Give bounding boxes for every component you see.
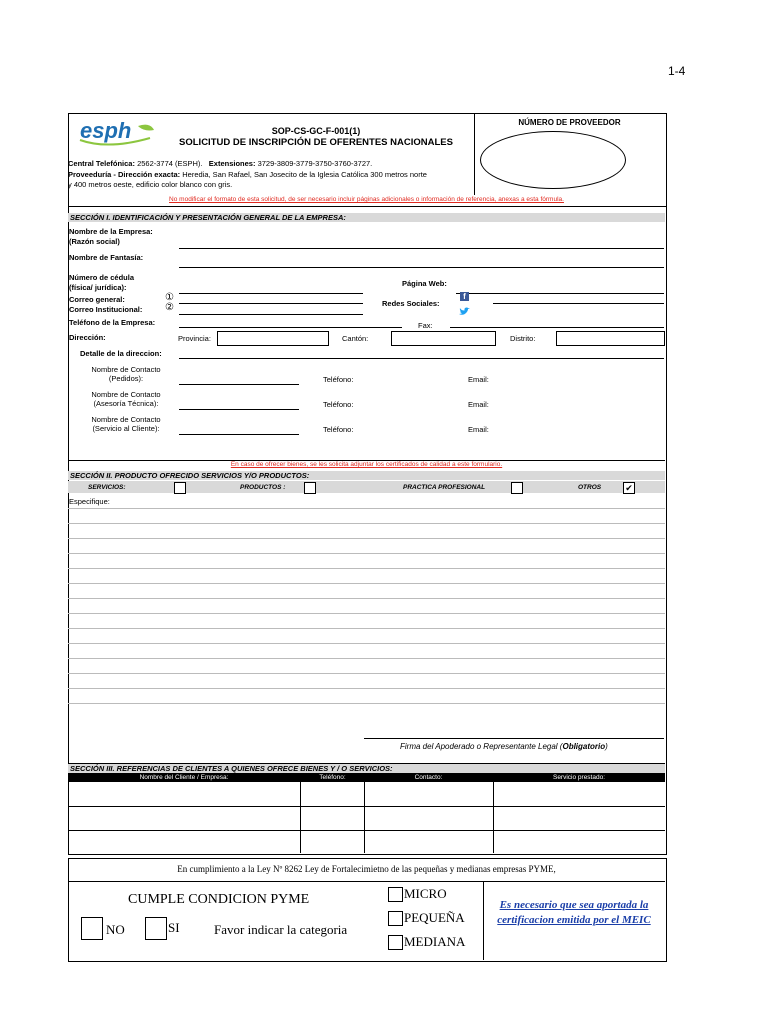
province-input[interactable] (217, 331, 329, 346)
district-input[interactable] (556, 331, 665, 346)
fantasy-name-line[interactable] (179, 267, 664, 268)
company-name-label-2: (Razón social) (69, 237, 120, 246)
phone-line[interactable] (179, 327, 402, 328)
id-number-line[interactable] (179, 293, 363, 294)
products-checkbox[interactable] (304, 482, 316, 494)
provider-number-oval[interactable] (480, 131, 626, 189)
ref-col-service: Servicio prestado: (552, 774, 606, 781)
id-number-label-2: (física/ jurídica): (69, 283, 127, 292)
pyme-no-label: NO (106, 922, 125, 937)
address-label: Dirección: (69, 333, 106, 342)
contact-address: Proveeduría - Dirección exacta: Heredia, San Rafael, San Josecito de la Iglesia Católica 300 metros norte (68, 170, 427, 179)
provider-number-label: NÚMERO DE PROVEEDOR (518, 118, 621, 127)
ref-col-phone: Teléfono: (319, 774, 346, 781)
pyme-category-label: Favor indicar la categoria (214, 922, 348, 937)
others-checkbox[interactable]: ✔ (623, 482, 635, 494)
circle-2-icon: ② (165, 302, 174, 313)
pyme-title: CUMPLE CONDICION PYME (128, 892, 310, 907)
doc-code: SOP-CS-GC-F-001(1) (271, 126, 361, 136)
canton-label: Cantón: (342, 334, 369, 343)
web-page-line[interactable] (456, 293, 664, 294)
contact-2-label: Nombre de Contacto (Asesoría Técnica): (91, 390, 161, 408)
contact-2-phone-label: Teléfono: (323, 400, 354, 409)
twitter-icon (459, 303, 470, 321)
mediana-checkbox[interactable] (388, 935, 403, 950)
services-label: SERVICIOS: (88, 484, 126, 491)
page-number: 1-4 (668, 64, 686, 78)
fax-label: Fax: (418, 321, 433, 330)
province-label: Provincia: (178, 334, 211, 343)
services-checkbox[interactable] (174, 482, 186, 494)
pequena-checkbox[interactable] (388, 911, 403, 926)
contact-1-label: Nombre de Contacto (Pedidos): (91, 365, 161, 383)
company-name-line[interactable] (179, 248, 664, 249)
ref-col-contact: Contacto: (414, 774, 443, 781)
others-label: OTROS (578, 484, 602, 491)
contact-1-email-label: Email: (468, 375, 489, 384)
pequena-label: PEQUEÑA (404, 910, 465, 925)
signature-line[interactable] (364, 738, 664, 739)
professional-checkbox[interactable] (511, 482, 523, 494)
canton-input[interactable] (391, 331, 496, 346)
micro-checkbox[interactable] (388, 887, 403, 902)
products-label: PRODUCTOS : (240, 484, 286, 491)
esph-logo (78, 118, 156, 148)
contact-2-line[interactable] (179, 409, 299, 410)
web-page-label: Página Web: (402, 279, 447, 288)
address-detail-label: Detalle de la direccion: (80, 349, 162, 358)
signature-label: Firma del Apoderado o Representante Legal (Obligatorio) (400, 742, 608, 751)
email-general-line[interactable] (179, 303, 363, 304)
pyme-law-text: En cumplimiento a la Ley Nº 8262 Ley de Fortalecimietno de las pequeñas y medianas empresas PYME, (177, 864, 556, 874)
social-label: Redes Sociales: (382, 299, 440, 308)
contact-3-line[interactable] (179, 434, 299, 435)
specify-label: Especifique: (69, 497, 110, 506)
id-number-label: Número de cédula (69, 273, 135, 282)
contact-2-email-label: Email: (468, 400, 489, 409)
pyme-si-label: SI (168, 920, 180, 935)
contact-3-label: Nombre de Contacto (Servicio al Cliente): (91, 415, 161, 433)
professional-label: PRACTICA PROFESIONAL (403, 484, 486, 491)
contact-address-2: y 400 metros oeste, edificio color blanco con gris. (68, 180, 233, 189)
section1-title: SECCIÓN I. IDENTIFICACIÓN Y PRESENTACIÓN GENERAL DE LA EMPRESA: (68, 213, 665, 222)
email-inst-line[interactable] (179, 314, 363, 315)
logo-text: esph (80, 118, 132, 143)
offer-type-bar (68, 481, 665, 493)
address-detail-line[interactable] (179, 358, 664, 359)
pyme-si-checkbox[interactable] (145, 917, 167, 940)
fax-line[interactable] (450, 327, 664, 328)
micro-label: MICRO (404, 886, 447, 901)
pyme-no-checkbox[interactable] (81, 917, 103, 940)
contact-1-line[interactable] (179, 384, 299, 385)
phone-label: Teléfono de la Empresa: (69, 318, 156, 327)
contact-3-phone-label: Teléfono: (323, 425, 354, 434)
contact-3-email-label: Email: (468, 425, 489, 434)
circle-1-icon: ① (165, 292, 174, 303)
facebook-icon: f (460, 292, 469, 301)
mediana-label: MEDIANA (404, 934, 466, 949)
meic-note: Es necesario que sea aportada la certificacion emitida por el MEIC (497, 899, 651, 926)
company-name-label: Nombre de la Empresa: (69, 227, 153, 236)
contact-central: Central Telefónica: 2562-3774 (ESPH). Extensiones: 3729-3809-3779-3750-3760-3727. (68, 159, 373, 168)
section2-title: SECCIÓN II. PRODUCTO OFRECIDO SERVICIOS Y/O PRODUCTOS: (68, 471, 665, 480)
doc-title: SOLICITUD DE INSCRIPCIÓN DE OFERENTES NACIONALES (179, 137, 453, 148)
format-warning: No modificar el formato de esta solicitud, de ser necesario incluir páginas adicionales o información de referencia, anexas a esta fórmula. (169, 196, 564, 203)
section3-title: SECCIÓN III. REFERENCIAS DE CLIENTES A QUIENES OFRECE BIENES Y / O SERVICIOS: (68, 764, 665, 773)
ref-col-name: Nombre del Cliente / Empresa: (139, 774, 229, 781)
contact-1-phone-label: Teléfono: (323, 375, 354, 384)
fantasy-name-label: Nombre de Fantasía: (69, 253, 144, 262)
email-general-label: Correo general: (69, 295, 125, 304)
social-line[interactable] (493, 303, 664, 304)
district-label: Distrito: (510, 334, 536, 343)
email-inst-label: Correo Institucional: (69, 305, 143, 314)
quality-warning: En caso de ofrecer bienes, se les solicita adjuntar los certificados de calidad a este formulario. (230, 461, 503, 468)
